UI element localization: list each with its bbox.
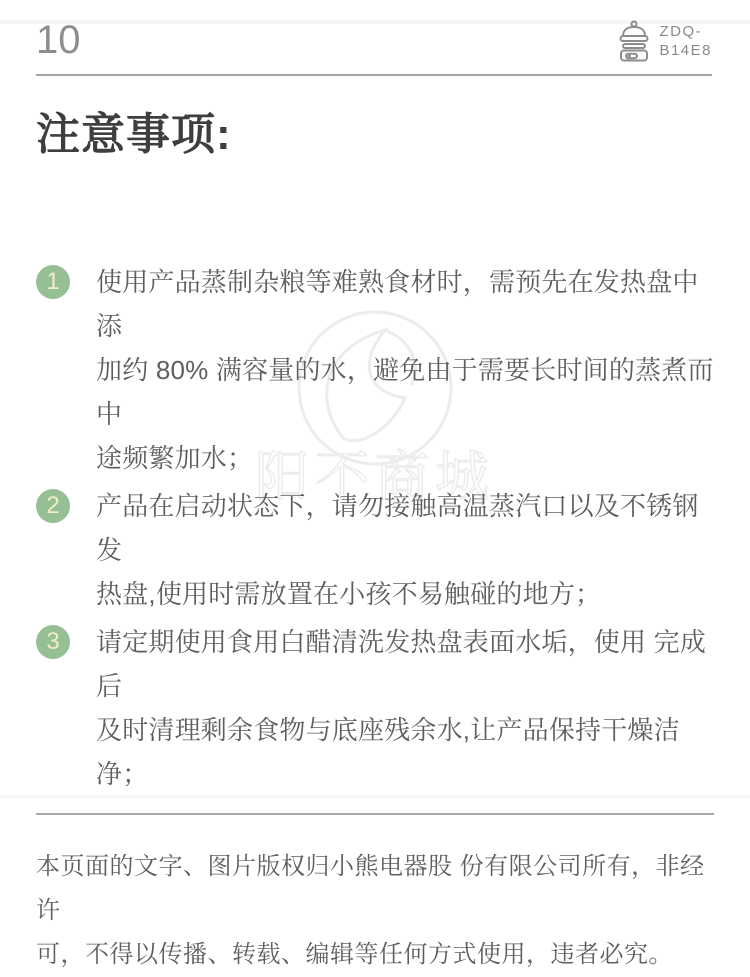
note-line: 途频繁加水； [96, 443, 254, 473]
note-text [96, 620, 714, 796]
note-line: 使用产品蒸制杂粮等难熟食材时，需预先在发热盘中添 [96, 267, 699, 341]
model-line-1: ZDQ- [659, 23, 703, 40]
list-item [36, 484, 714, 616]
note-line: 加约 80% 满容量的水，避免由于需要长时间的蒸煮而中 [96, 355, 714, 429]
note-line: 请定期使用食用白醋清洗发热盘表面水垢，使用 完成后 [96, 627, 707, 701]
note-number-badge: 1 [36, 265, 70, 299]
note-line: 热盘,使用时需放置在小孩不易触碰的地方； [96, 579, 602, 609]
manual-page [0, 20, 750, 977]
note-line: 及时清理剩余食物与底座残余水,让产品保持干燥洁净； [96, 715, 680, 789]
copyright-line: 本页面的文字、图片版权归小熊电器股 份有限公司所有，非经许 [36, 853, 705, 924]
notes-list [36, 260, 714, 796]
footer-divider [36, 813, 714, 815]
copyright-notice [36, 845, 716, 977]
note-number-badge: 2 [36, 489, 70, 523]
page-title: 注意事项: [36, 110, 232, 159]
note-text [96, 484, 714, 616]
steamer-icon [617, 20, 651, 62]
model-block [617, 20, 712, 62]
model-line-2: B14E8 [659, 42, 712, 59]
model-number [659, 22, 712, 60]
list-item [36, 260, 714, 480]
note-number-badge: 3 [36, 625, 70, 659]
note-text [96, 260, 714, 480]
list-item [36, 620, 714, 796]
copyright-line: 可，不得以传播、转载、编辑等任何方式使用，违者必究。 [36, 941, 673, 968]
watermark-text: 阳不商城 [255, 447, 495, 507]
page-number: 10 [36, 18, 81, 62]
page-header [36, 20, 712, 76]
note-line: 产品在启动状态下，请勿接触高温蒸汽口以及不锈钢发 [96, 491, 699, 565]
